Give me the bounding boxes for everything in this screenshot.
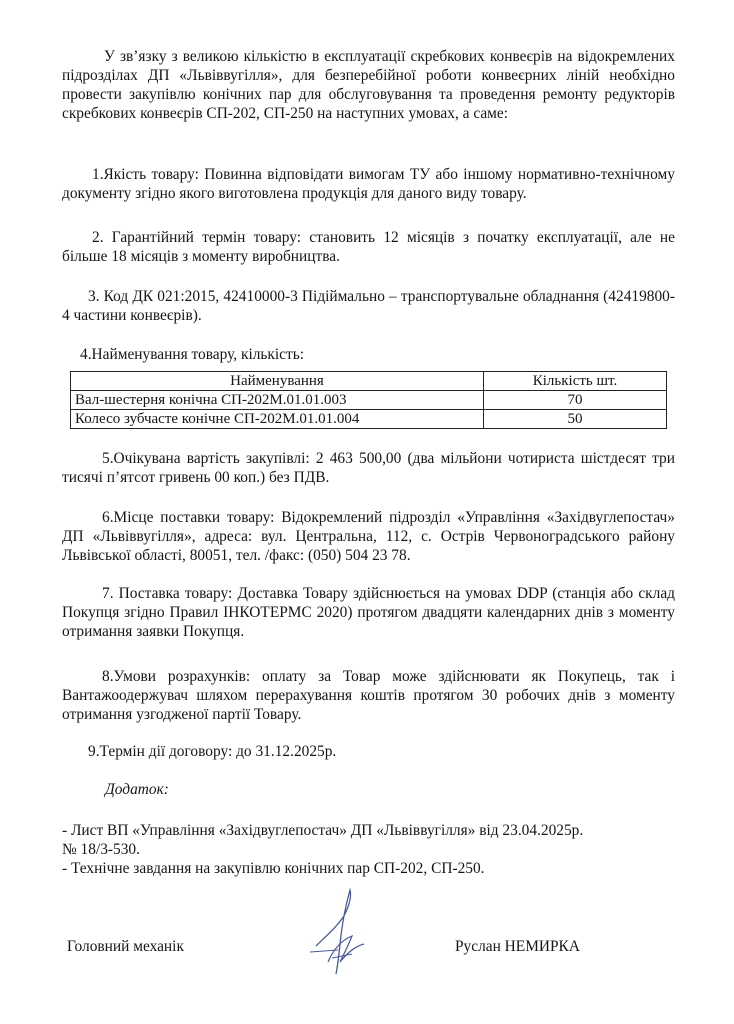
- condition-warranty: 2. Гарантійний термін товару: становить 12 місяців з початку експлуатації, але не більше 18 місяців з моменту виробництва.: [62, 229, 675, 265]
- condition-delivery-place: 6.Місце поставки товару: Відокремлений підрозділ «Управління «Західвуглепостач» ДП «Львіввугілля», адреса: вул. Центральна, 112, с. Острів Червоноградського району Львівської області, 80051, тел. /факс: (050) 504 23 78.: [62, 509, 675, 564]
- condition-price: 5.Очікувана вартість закупівлі: 2 463 500,00 (два мільйони чотириста шістдесят три тисячі п’ятсот гривень 00 коп.) без ПДВ.: [62, 450, 675, 486]
- table-row: [71, 410, 667, 429]
- items-table: [70, 371, 667, 429]
- condition-items-heading: 4.Найменування товару, кількість:: [80, 346, 305, 363]
- intro-paragraph: У зв’язку з великою кількістю в експлуатації скребкових конвеєрів на відокремлених підрозділах ДП «Львіввугілля», для безперебійної роботи конвеєрних ліній необхідно провести закупівлю конічних пар для обслуговування та проведення ремонту редукторів скребкових конвеєрів СП-202, СП-250 на наступних умовах, а саме:: [62, 48, 675, 122]
- header-quantity: Кількість шт.: [484, 372, 667, 391]
- condition-code: 3. Код ДК 021:2015, 42410000-3 Підіймально – транспортувальне обладнання (42419800-4 частини конвеєрів).: [62, 288, 675, 324]
- handwritten-signature: [308, 888, 378, 978]
- signatory-role: Головний механік: [67, 938, 184, 955]
- attachment-letter: - Лист ВП «Управління «Західвуглепостач» ДП «Львіввугілля» від 23.04.2025р.: [62, 822, 584, 839]
- condition-quality: 1.Якість товару: Повинна відповідати вимогам ТУ або іншому нормативно-технічному документу згідно якого виготовлена продукція для даного виду товару.: [62, 166, 675, 202]
- signatory-name: Руслан НЕМИРКА: [455, 938, 580, 955]
- table-header-row: [71, 372, 667, 391]
- attachment-letter-number: № 18/3-530.: [62, 841, 140, 858]
- item-name: Колесо зубчасте конічне СП-202М.01.01.004: [71, 410, 484, 429]
- condition-payment: 8.Умови розрахунків: оплату за Товар може здійснювати як Покупець, так і Вантажоодержувач шляхом перерахування коштів протягом 30 робочих днів з моменту отримання узгодженої партії Товару.: [62, 668, 675, 723]
- attachments-list: [62, 821, 675, 878]
- condition-contract-term: 9.Термін дії договору: до 31.12.2025р.: [88, 743, 337, 760]
- item-name: Вал-шестерня конічна СП-202М.01.01.003: [71, 391, 484, 410]
- item-quantity: 70: [484, 391, 667, 410]
- attachment-spec: - Технічне завдання на закупівлю конічних пар СП-202, СП-250.: [62, 860, 485, 877]
- table-row: [71, 391, 667, 410]
- condition-delivery-terms: 7. Поставка товару: Доставка Товару здійснюється на умовах DDP (станція або склад Покупця згідно Правил ІНКОТЕРМС 2020) протягом двадцяти календарних днів з моменту отримання заявки Покупця.: [62, 585, 675, 640]
- attachments-title: Додаток:: [105, 781, 169, 798]
- header-name: Найменування: [71, 372, 484, 391]
- item-quantity: 50: [484, 410, 667, 429]
